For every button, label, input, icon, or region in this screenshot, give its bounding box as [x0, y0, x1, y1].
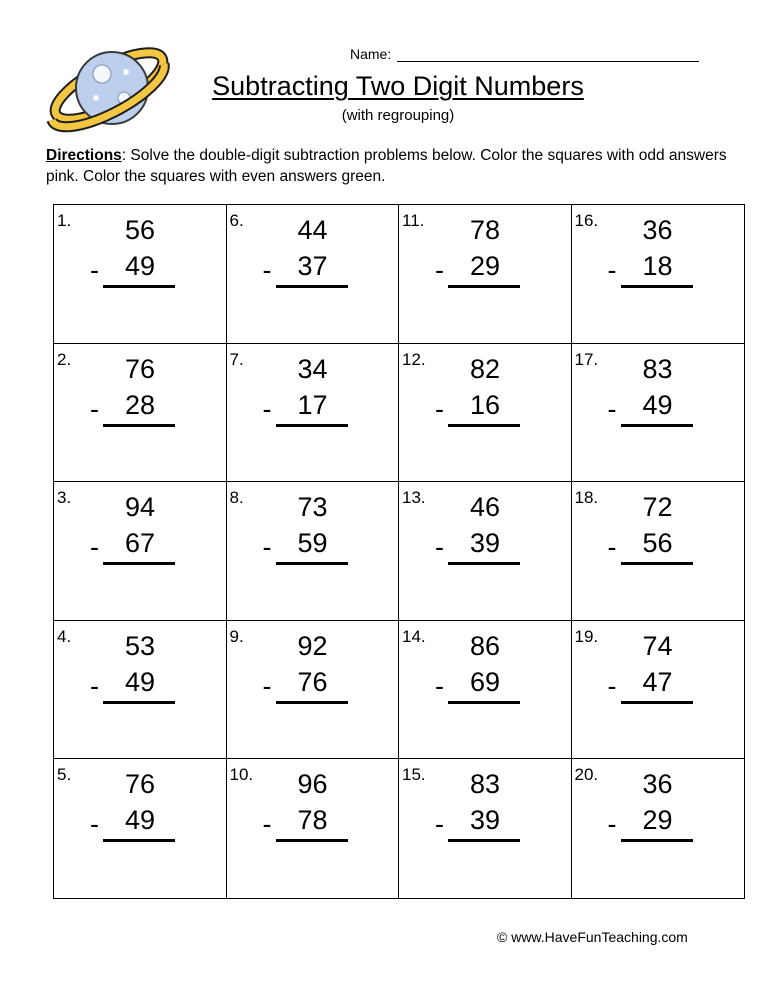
subtrahend: 39 — [469, 528, 501, 559]
answer-line — [448, 839, 520, 842]
answer-line — [276, 285, 348, 288]
problem-cell[interactable] — [399, 205, 572, 344]
page-title: Subtracting Two Digit Numbers — [212, 71, 584, 101]
minuend: 82 — [469, 353, 501, 384]
problem-cell[interactable] — [227, 759, 400, 898]
subtrahend: 37 — [297, 251, 328, 281]
problem-cell[interactable] — [399, 482, 572, 621]
problem-cell[interactable] — [54, 621, 227, 760]
minus-sign: - — [90, 532, 99, 563]
minus-sign: - — [90, 809, 99, 840]
answer-line — [621, 562, 693, 565]
problem-cell[interactable] — [572, 205, 745, 344]
minus-sign: - — [90, 670, 99, 701]
minuend: 92 — [297, 630, 328, 661]
problem-cell[interactable] — [54, 759, 227, 898]
minus-sign: - — [607, 393, 617, 424]
minuend: 83 — [642, 353, 673, 384]
subtrahend: 49 — [124, 666, 156, 697]
minus-sign: - — [435, 809, 444, 840]
problem-cell[interactable] — [572, 482, 745, 621]
minuend: 46 — [469, 492, 501, 523]
problem-cell[interactable] — [399, 621, 572, 760]
answer-line — [621, 285, 693, 288]
problem-cell[interactable] — [54, 482, 227, 621]
subtrahend: 16 — [469, 389, 501, 420]
answer-line — [276, 562, 348, 565]
problem-cell[interactable] — [399, 344, 572, 483]
minus-sign: - — [262, 670, 272, 701]
problem-number: 8. — [229, 488, 244, 508]
problem-number: 15. — [402, 765, 426, 785]
subtrahend: 47 — [642, 666, 673, 697]
subtrahend: 28 — [124, 389, 156, 420]
problem-cell[interactable] — [572, 344, 745, 483]
problem-number: 16. — [574, 211, 599, 230]
answer-line — [448, 562, 520, 565]
problem-number: 10. — [229, 765, 254, 785]
minuend: 34 — [297, 353, 328, 384]
minuend: 73 — [297, 492, 328, 523]
problem-number: 12. — [402, 349, 426, 369]
answer-line — [276, 839, 348, 842]
answer-line — [103, 701, 175, 704]
answer-line — [448, 424, 520, 427]
answer-line — [448, 285, 520, 288]
subtrahend: 67 — [124, 528, 156, 559]
problem-number: 11. — [402, 211, 425, 230]
problem-number: 3. — [57, 488, 72, 508]
name-label: Name: — [350, 46, 392, 62]
answer-line — [103, 562, 175, 565]
subtrahend: 59 — [297, 528, 328, 559]
problem-number: 1. — [57, 211, 72, 230]
minuend: 56 — [124, 215, 156, 245]
answer-line — [621, 424, 693, 427]
minuend: 83 — [469, 769, 501, 800]
minuend: 74 — [642, 630, 673, 661]
answer-line — [621, 701, 693, 704]
subtrahend: 39 — [469, 805, 501, 836]
answer-line — [103, 424, 175, 427]
problem-cell[interactable] — [572, 759, 745, 898]
subtrahend: 78 — [297, 805, 328, 836]
problem-cell[interactable] — [227, 482, 400, 621]
minuend: 53 — [124, 630, 156, 661]
problem-cell[interactable] — [227, 205, 400, 344]
minus-sign: - — [90, 255, 99, 285]
minus-sign: - — [262, 532, 272, 563]
problem-number: 18. — [574, 488, 599, 508]
problem-grid — [53, 204, 745, 899]
subtrahend: 49 — [642, 389, 673, 420]
subtrahend: 18 — [642, 251, 673, 281]
problem-number: 6. — [229, 211, 244, 230]
problem-number: 5. — [57, 765, 72, 785]
problem-number: 7. — [229, 349, 244, 369]
problem-cell[interactable] — [54, 205, 227, 344]
minuend: 76 — [124, 769, 156, 800]
minuend: 36 — [642, 769, 673, 800]
minus-sign: - — [607, 532, 617, 563]
subtrahend: 49 — [124, 251, 156, 281]
minuend: 96 — [297, 769, 328, 800]
problem-cell[interactable] — [227, 344, 400, 483]
minus-sign: - — [90, 393, 99, 424]
subtrahend: 56 — [642, 528, 673, 559]
minus-sign: - — [607, 670, 617, 701]
directions — [46, 145, 746, 187]
problem-number: 4. — [57, 626, 72, 646]
answer-line — [448, 701, 520, 704]
problem-number: 9. — [229, 626, 244, 646]
name-line[interactable] — [397, 47, 699, 62]
minus-sign: - — [607, 809, 617, 840]
page-subtitle: (with regrouping) — [341, 107, 455, 124]
problem-cell[interactable] — [54, 344, 227, 483]
answer-line — [276, 424, 348, 427]
minus-sign: - — [435, 393, 444, 424]
subtrahend: 29 — [469, 251, 501, 281]
minus-sign: - — [262, 255, 272, 285]
subtrahend: 29 — [642, 805, 673, 836]
answer-line — [276, 701, 348, 704]
minuend: 36 — [642, 215, 673, 245]
problem-number: 13. — [402, 488, 426, 508]
subtrahend: 76 — [297, 666, 328, 697]
problem-cell[interactable] — [227, 621, 400, 760]
minus-sign: - — [435, 255, 444, 285]
minus-sign: - — [262, 393, 272, 424]
answer-line — [103, 839, 175, 842]
subtrahend: 49 — [124, 805, 156, 836]
problem-cell[interactable] — [399, 759, 572, 898]
problem-number: 19. — [574, 626, 599, 646]
problem-number: 14. — [402, 626, 426, 646]
answer-line — [621, 839, 693, 842]
problem-number: 2. — [57, 349, 72, 369]
minuend: 86 — [469, 630, 501, 661]
minuend: 72 — [642, 492, 673, 523]
directions-label: Directions — [46, 147, 122, 164]
problem-cell[interactable] — [572, 621, 745, 760]
minus-sign: - — [435, 670, 444, 701]
copyright: © www.HaveFunTeaching.com — [497, 929, 688, 945]
answer-line — [103, 285, 175, 288]
directions-text: : Solve the double-digit subtraction problems below. Color the squares with odd answers pink. Color the squares with even answers green. — [46, 147, 727, 185]
subtrahend: 69 — [469, 666, 501, 697]
minuend: 78 — [469, 215, 501, 245]
problem-number: 17. — [574, 349, 599, 369]
minus-sign: - — [435, 532, 444, 563]
subtrahend: 17 — [297, 389, 328, 420]
minus-sign: - — [262, 809, 272, 840]
minuend: 94 — [124, 492, 156, 523]
problem-number: 20. — [574, 765, 599, 785]
name-field[interactable] — [350, 46, 699, 62]
minuend: 76 — [124, 353, 156, 384]
minuend: 44 — [297, 215, 328, 245]
minus-sign: - — [607, 255, 617, 285]
